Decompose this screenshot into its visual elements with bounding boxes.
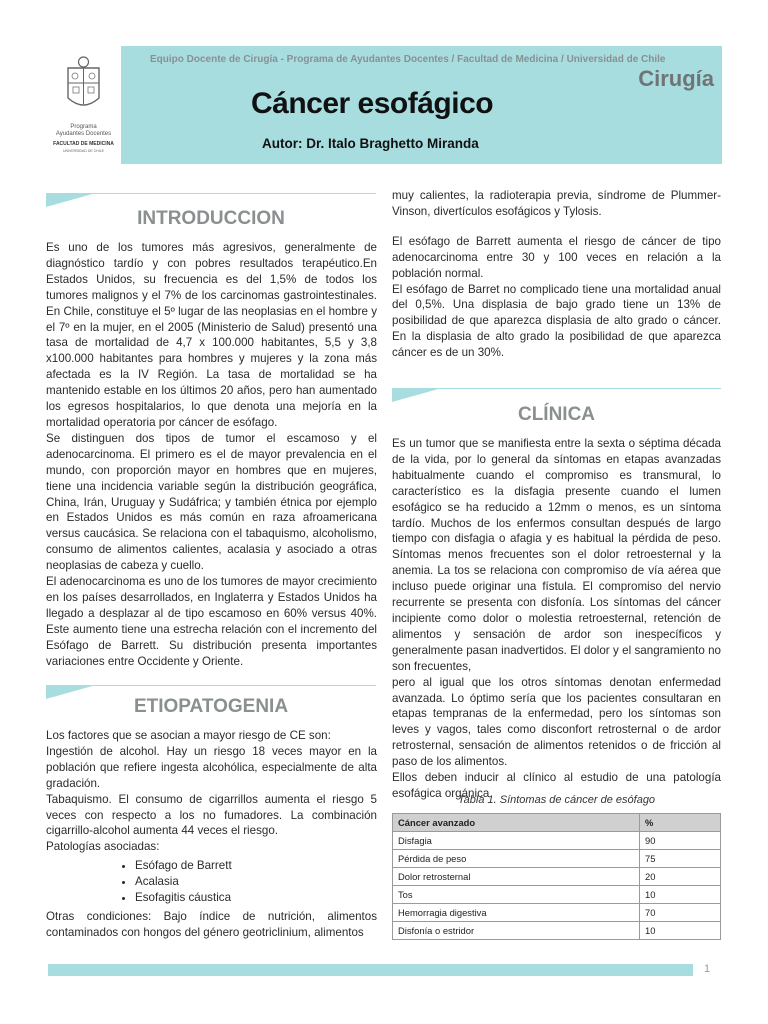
page-number: 1 <box>704 963 711 975</box>
paragraph: Los factores que se asocian a mayor riesgo de CE son: <box>46 729 331 742</box>
list-item: • Esofagitis cáustica <box>135 890 377 906</box>
logo-faculty-text: FACULTAD DE MEDICINA <box>53 141 114 147</box>
table-row <box>393 904 721 922</box>
list-item: • Esófago de Barrett <box>135 858 377 874</box>
logo-university-text: UNIVERSIDAD DE CHILE <box>62 149 105 153</box>
table-cell: 70 <box>640 904 721 922</box>
column-header: % <box>640 814 721 832</box>
table-cell: 75 <box>640 850 721 868</box>
heading-etiopatogenia: ETIOPATOGENIA <box>133 696 289 717</box>
paragraph: Tabaquismo. El consumo de cigarrillos aumenta el riesgo 5 veces con respecto a los no fumadores. La combinación cigarrillo-alcohol aumenta 44 veces el riesgo. <box>46 792 377 838</box>
page-title: Cáncer esofágico <box>251 87 494 120</box>
table-row <box>393 850 721 868</box>
table-row <box>393 886 721 904</box>
paragraph: Ingestión de alcohol. Hay un riesgo 18 veces mayor en la población que refiere ingesta alcohólica, especialmente de alta gradación. <box>46 744 377 790</box>
section-label: Cirugía <box>638 66 714 91</box>
paragraph: pero al igual que los otros síntomas denotan enfermedad avanzada. Lo óptimo sería que los pacientes consultaran en etapas tempranas de la enfermedad, pero los síntomas son leves y vagos, tales como disconfort retrosternal o de ardor retrosternal, sensación de alimentos retenidos o de fricción al paso de los alimentos. <box>392 675 721 769</box>
table-cell: Hemorragia digestiva <box>393 904 640 922</box>
table-header-row <box>393 814 721 832</box>
associated-pathologies-list <box>46 858 377 906</box>
heading-introduccion: INTRODUCCION <box>137 208 285 229</box>
paragraph: Patologías asociadas: <box>46 840 160 854</box>
introduccion-body <box>46 240 377 669</box>
footer-bar <box>48 964 693 976</box>
paragraph: muy calientes, la radioterapia previa, síndrome de Plummer-Vinson, divertículos esofágicos y Tylosis. <box>392 189 721 218</box>
author: Autor: Dr. Italo Braghetto Miranda <box>262 136 479 151</box>
symptoms-table <box>392 813 721 940</box>
paragraph: Se distinguen dos tipos de tumor el escamoso y el adenocarcinoma. El primero es el de mayor prevalencia en el mundo, con proporción mayor en hombres que en mujeres, tiene una incidencia variable según la distribución geográfica, China, Irán, Uruguay y Sudáfrica; y también étnica por ejemplo en Estados Unidos es más común en raza afroamericana versus caucásica. Se relaciona con el tabaquismo, alcoholismo, consumo de alimentos calientes, acalasia y asociado a otras neoplasias de cabeza y cuello. <box>46 431 377 573</box>
paragraph: El esófago de Barrett aumenta el riesgo de cáncer de tipo adenocarcinoma entre 30 y 100 veces en relación a la población normal. <box>392 234 721 280</box>
header-affiliation: Equipo Docente de Cirugía - Programa de Ayudantes Docentes / Facultad de Medicina / Universidad de Chile <box>150 54 666 65</box>
table-cell: Disfagia <box>393 832 640 850</box>
etiopatogenia-body <box>46 728 377 941</box>
paragraph: Es uno de los tumores más agresivos, generalmente de diagnóstico tardío y con pobres resultados terapéutico.En Estados Unidos, su frecuencia es del 1,5% de todos los tumores malignos y el 7% de los carcinomas gastrointestinales. En Chile, constituye el 5º lugar de las neoplasias en el hombre y el 7º en la mujer, en el 2005 (Ministerio de Salud) presentó una tasa de mortalidad de 4,7 x 100.000 habitantes, 5,5 y 3,8 x100.000 habitantes para hombres y mujeres y la zona más afectada es la IV Región. La tasa de mortalidad se ha mantenido estable en los últimos 20 años, pero han aumentado los egresos hospitalarios, lo que denota una mejoría en la mortalidad operatoria por cáncer de esófago. <box>46 241 377 429</box>
heading-clinica: CLÍNICA <box>517 404 596 425</box>
paragraph: El esófago de Barret no complicado tiene una mortalidad anual del 0,5%. Una displasia de bajo grado tiene un 13% de posibilidad de que aparezca displasia de alto grado o cáncer. En la displasia de alto grado la posibilidad de que aparezca cáncer es de un 30%. <box>392 282 721 360</box>
section-divider <box>46 193 376 207</box>
right-column-top <box>392 188 721 361</box>
table-cell: Tos <box>393 886 640 904</box>
paragraph: Es un tumor que se manifiesta entre la sexta o séptima década de la vida, por lo general da síntomas en etapas avanzadas habitualmente cuando el compromiso es transmural, lo característico es la disfagia presente cuando el lumen esofágico se ha reducido a 12mm o menos, es un síntoma tardío. Muchos de los enfermos consultan después de largo tiempo con disfagia o afagia y es habitual la pérdida de peso. Síntomas menos frecuentes son el dolor retroesternal y la anemia. La tos se relaciona con compromiso de vía aérea que incluso puede originar una fístula. El compromiso del nervio recurrente se presenta con disfonía. Los síntomas del cáncer incipiente como dolor o molestia retroesternal, retención de alimentos y sensación de ardor son inespecíficos y generalmente pasan inadvertidos. El dolor y el sangramiento no son frecuentes, <box>392 437 721 673</box>
table-cell: Pérdida de peso <box>393 850 640 868</box>
paragraph: Ellos deben inducir al clínico al estudio de una patología esofágica orgánica <box>392 771 721 800</box>
section-divider <box>392 388 721 402</box>
table-cell: 90 <box>640 832 721 850</box>
university-logo <box>46 46 121 164</box>
table-cell: Disfonía o estridor <box>393 922 640 940</box>
table-row <box>393 868 721 886</box>
table-cell: Dolor retrosternal <box>393 868 640 886</box>
table-cell: 20 <box>640 868 721 886</box>
crest-icon <box>46 46 121 124</box>
table-row <box>393 922 721 940</box>
logo-program-text: Programa Ayudantes Docentes <box>55 124 112 137</box>
table-cell: 10 <box>640 886 721 904</box>
table-row <box>393 832 721 850</box>
paragraph: El adenocarcinoma es uno de los tumores de mayor crecimiento en los países desarrollados, en Inglaterra y Estados Unidos ha llegado a desplazar al de tipo escamoso en 60% versus 40%. Este aumento tiene una estrecha relación con el incremento del Esófago de Barrett. Su distribución presenta importantes variaciones entre Occidente y Oriente. <box>46 575 377 668</box>
table-cell: 10 <box>640 922 721 940</box>
paragraph: Otras condiciones: Bajo índice de nutrición, alimentos contaminados con hongos del género geotriclinium, alimentos <box>46 909 377 939</box>
table-caption: Tabla 1. Síntomas de cáncer de esófago <box>457 794 656 806</box>
clinica-body <box>392 436 721 802</box>
column-header: Cáncer avanzado <box>393 814 640 832</box>
list-item: • Acalasia <box>135 874 377 890</box>
